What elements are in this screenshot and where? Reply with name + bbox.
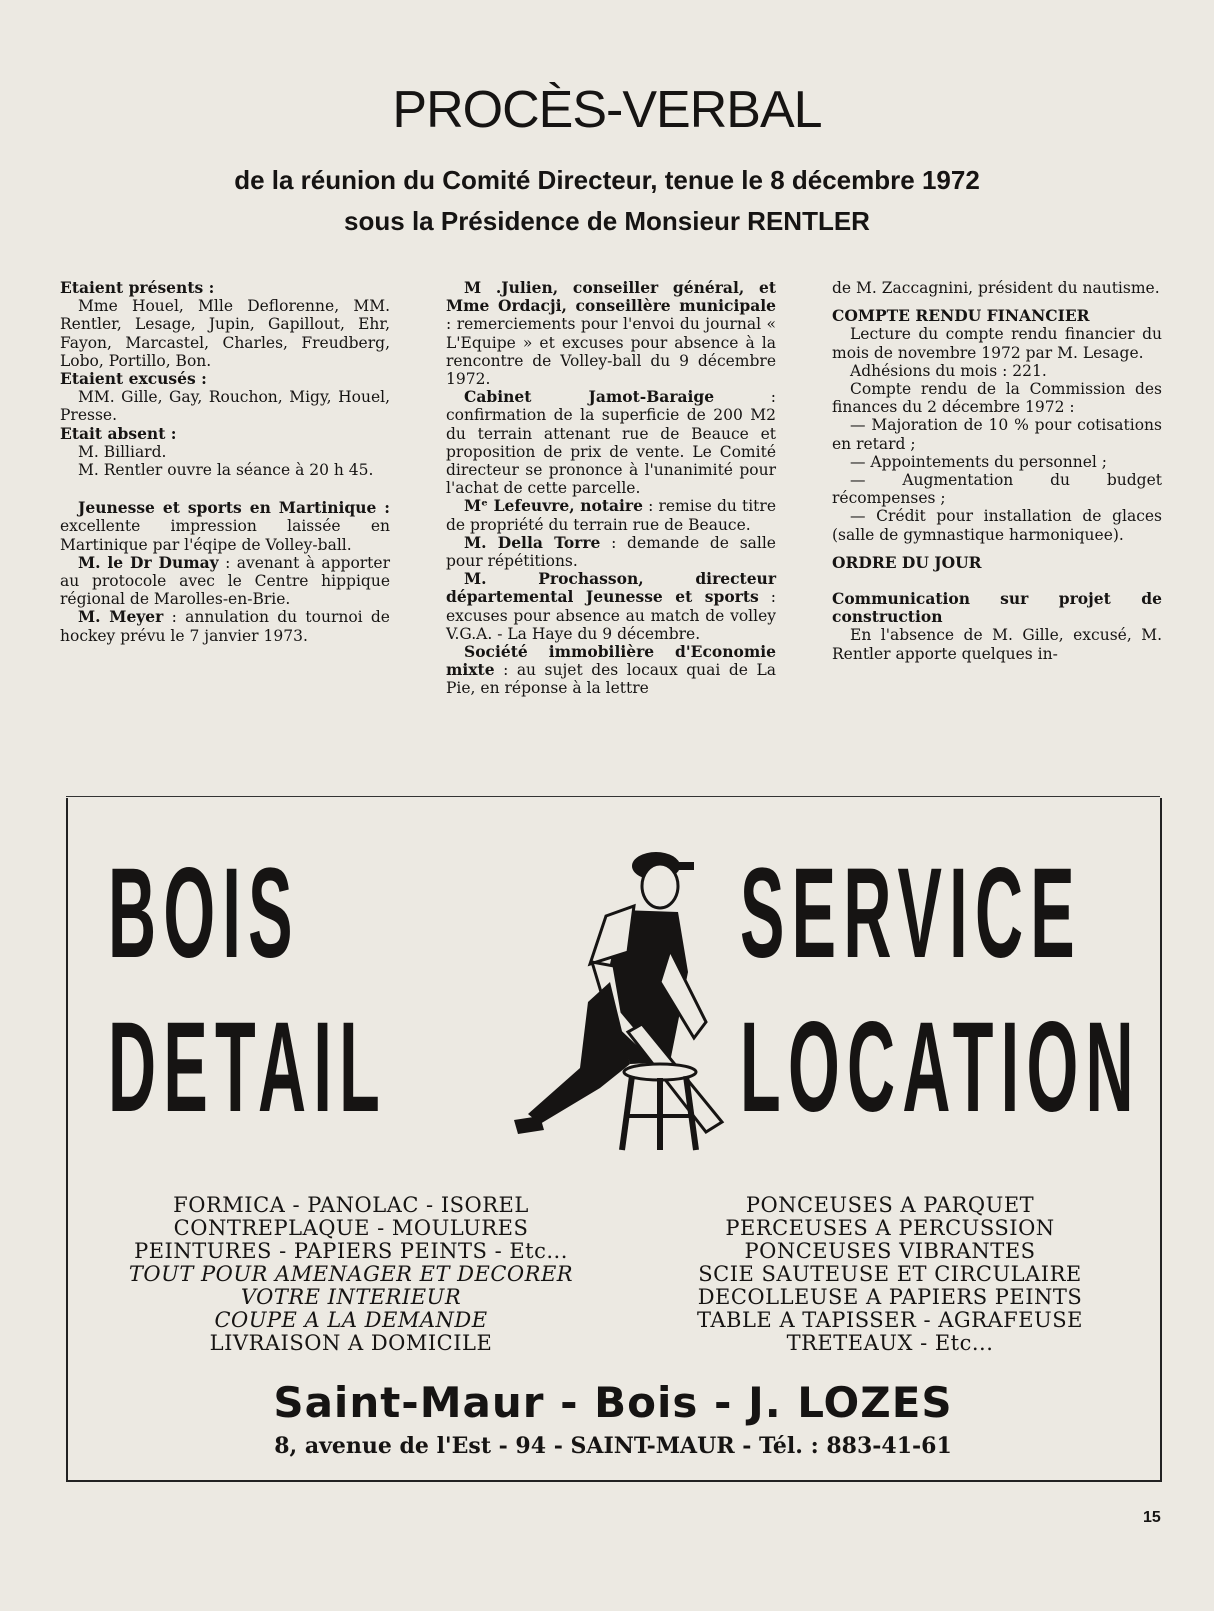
page-title: PROCÈS-VERBAL	[392, 81, 822, 139]
financial-text-1: Lecture du compte rendu financier du mois de novembre 1972 par M. Lesage.	[832, 325, 1162, 362]
ad-left-list	[86, 1194, 616, 1355]
ad-right-list	[640, 1194, 1140, 1355]
item-lefeuvre-label: Mᵉ Lefeuvre, notaire	[464, 496, 643, 516]
stool-leg-1	[622, 1076, 632, 1150]
shoe-shape	[514, 1116, 544, 1134]
item-martinique-text: excellente impression laissée en Martinique par l'éqipe de Volley-ball.	[60, 517, 390, 554]
financial-text-2: Adhésions du mois : 221.	[850, 361, 1047, 380]
present-label: Etaient présents :	[60, 278, 215, 297]
ad-word-bois: BOIS	[108, 842, 300, 985]
item-lefeuvre-text: : remise du titre de propriété du terrain rue de Beauce.	[446, 497, 776, 534]
ad-word-location: LOCATION	[740, 996, 1141, 1139]
communication-heading-1: Communication	[832, 589, 971, 609]
item-meyer-text: : annulation du tournoi de hockey prévu le 7 janvier 1973.	[60, 608, 390, 645]
column-3	[832, 279, 1162, 663]
excused-list: MM. Gille, Gay, Rouchon, Migy, Houel, Presse.	[60, 388, 390, 425]
ad-word-service: SERVICE	[740, 842, 1082, 985]
zaccagnini-text: de M. Zaccagnini, président du nautisme.	[832, 279, 1160, 297]
item-della-torre	[446, 534, 776, 570]
leg-shape	[528, 982, 630, 1124]
item-dumay	[60, 554, 390, 609]
item-jamot	[446, 388, 776, 497]
item-jamot-text: : confirmation de la superficie de 200 M2 du terrain attenant rue de Beauce et proposition de prix de vente. Le Comité directeur se prononce à l'unanimité pour l'achat de cette parcelle.	[446, 388, 776, 498]
present-list: Mme Houel, Mlle Deflorenne, MM. Rentler, Lesage, Jupin, Gapillout, Ehr, Fayon, Marcastel, Charles, Freudberg, Lobo, Portillo, Bon.	[60, 297, 390, 370]
finance-item-2: — Appointements du personnel ;	[850, 452, 1107, 471]
ad-left-item: VOTRE INTERIEUR	[240, 1285, 462, 1309]
excused-label: Etaient excusés :	[60, 369, 207, 389]
ad-right-item: PONCEUSES VIBRANTES	[744, 1239, 1036, 1263]
woodworker-illustration	[510, 832, 725, 1152]
item-jamot-label: Cabinet Jamot-Baraige	[464, 387, 715, 407]
column-2	[446, 279, 776, 698]
ad-left-item: PEINTURES - PAPIERS PEINTS - Etc...	[134, 1239, 568, 1263]
item-martinique-label: Jeunesse et sports en Martinique :	[78, 498, 390, 518]
item-meyer-label: M. Meyer	[78, 607, 164, 627]
item-societe-label: Société immobilière d'Economie mixte	[446, 642, 776, 680]
communication-heading-2: sur projet de construction	[832, 589, 1162, 627]
item-meyer	[60, 608, 390, 644]
financial-heading: COMPTE RENDU FINANCIER	[832, 306, 1090, 326]
ad-address: 8, avenue de l'Est - 94 - SAINT-MAUR - Tél. : 883-41-61	[274, 1433, 952, 1459]
item-prochasson-text: : excuses pour absence au match de volley V.G.A. - La Haye du 9 décembre.	[446, 588, 777, 643]
ad-left-item: TOUT POUR AMENAGER ET DECORER	[128, 1262, 574, 1286]
ad-right-item: SCIE SAUTEUSE ET CIRCULAIRE	[698, 1262, 1082, 1286]
item-prochasson-label: M. Prochasson, directeur départemental Jeunesse et sports	[446, 569, 776, 607]
item-della-torre-text: : demande de salle pour répétitions.	[446, 533, 776, 571]
item-societe	[446, 643, 776, 698]
finance-item-1: — Majoration de 10 % pour cotisations en retard ;	[832, 416, 1162, 453]
ad-left-item: COUPE A LA DEMANDE	[214, 1308, 488, 1332]
financial-text-3: Compte rendu de la Commission des finances du 2 décembre 1972 :	[832, 380, 1162, 417]
ad-left-item: CONTREPLAQUE - MOULURES	[173, 1216, 529, 1240]
ad-right-item: TRETEAUX - Etc...	[786, 1331, 994, 1355]
item-dumay-label: M. le Dr Dumay	[78, 552, 219, 572]
ad-top-rule	[66, 796, 1160, 797]
item-della-torre-label: M. Della Torre	[464, 532, 601, 552]
ad-word-detail: DETAIL	[108, 996, 388, 1139]
item-julien-label: M .Julien, conseiller général, et Mme Ordacji, conseillère municipale	[446, 278, 776, 316]
ad-left-item: FORMICA - PANOLAC - ISOREL	[173, 1193, 529, 1217]
ad-right-item: TABLE A TAPISSER - AGRAFEUSE	[697, 1308, 1083, 1332]
column-1	[60, 279, 390, 645]
opening-text: M. Rentler ouvre la séance à 20 h 45.	[78, 461, 374, 480]
finance-item-3: — Augmentation du budget récompenses ;	[832, 471, 1162, 508]
item-julien-text: : remerciements pour l'envoi du journal « L'Equipe » et excuses pour absence à la rencontre de Volley-ball du 9 décembre 1972.	[446, 315, 776, 389]
subtitle-line-1: de la réunion du Comité Directeur, tenue le 8 décembre 1972	[234, 165, 980, 195]
item-societe-text: : au sujet des locaux quai de La Pie, en réponse à la lettre	[446, 661, 776, 698]
page-number: 15	[1143, 1509, 1161, 1526]
item-dumay-text: : avenant à apporter au protocole avec le Centre hippique régional de Marolles-en-Brie.	[60, 553, 390, 609]
item-martinique	[60, 499, 390, 554]
item-julien	[446, 279, 776, 388]
communication-text: En l'absence de M. Gille, excusé, M. Rentler apporte quelques in-	[832, 626, 1162, 663]
ad-right-item: PONCEUSES A PARQUET	[745, 1193, 1035, 1217]
ad-left-item: LIVRAISON A DOMICILE	[209, 1331, 493, 1355]
item-lefeuvre	[446, 497, 776, 533]
agenda-heading: ORDRE DU JOUR	[832, 552, 982, 572]
ad-right-item: DECOLLEUSE A PAPIERS PEINTS	[697, 1285, 1083, 1309]
absent-list: M. Billiard.	[78, 442, 167, 461]
ad-brand: Saint-Maur - Bois - J. LOZES	[273, 1378, 953, 1427]
ad-right-item: PERCEUSES A PERCUSSION	[725, 1216, 1055, 1240]
finance-item-4: — Crédit pour installation de glaces (salle de gymnastique harmoniquee).	[832, 507, 1162, 544]
head-shape	[642, 864, 678, 908]
subtitle-line-2: sous la Présidence de Monsieur RENTLER	[344, 206, 870, 236]
item-prochasson	[446, 570, 776, 643]
absent-label: Etait absent :	[60, 423, 177, 443]
